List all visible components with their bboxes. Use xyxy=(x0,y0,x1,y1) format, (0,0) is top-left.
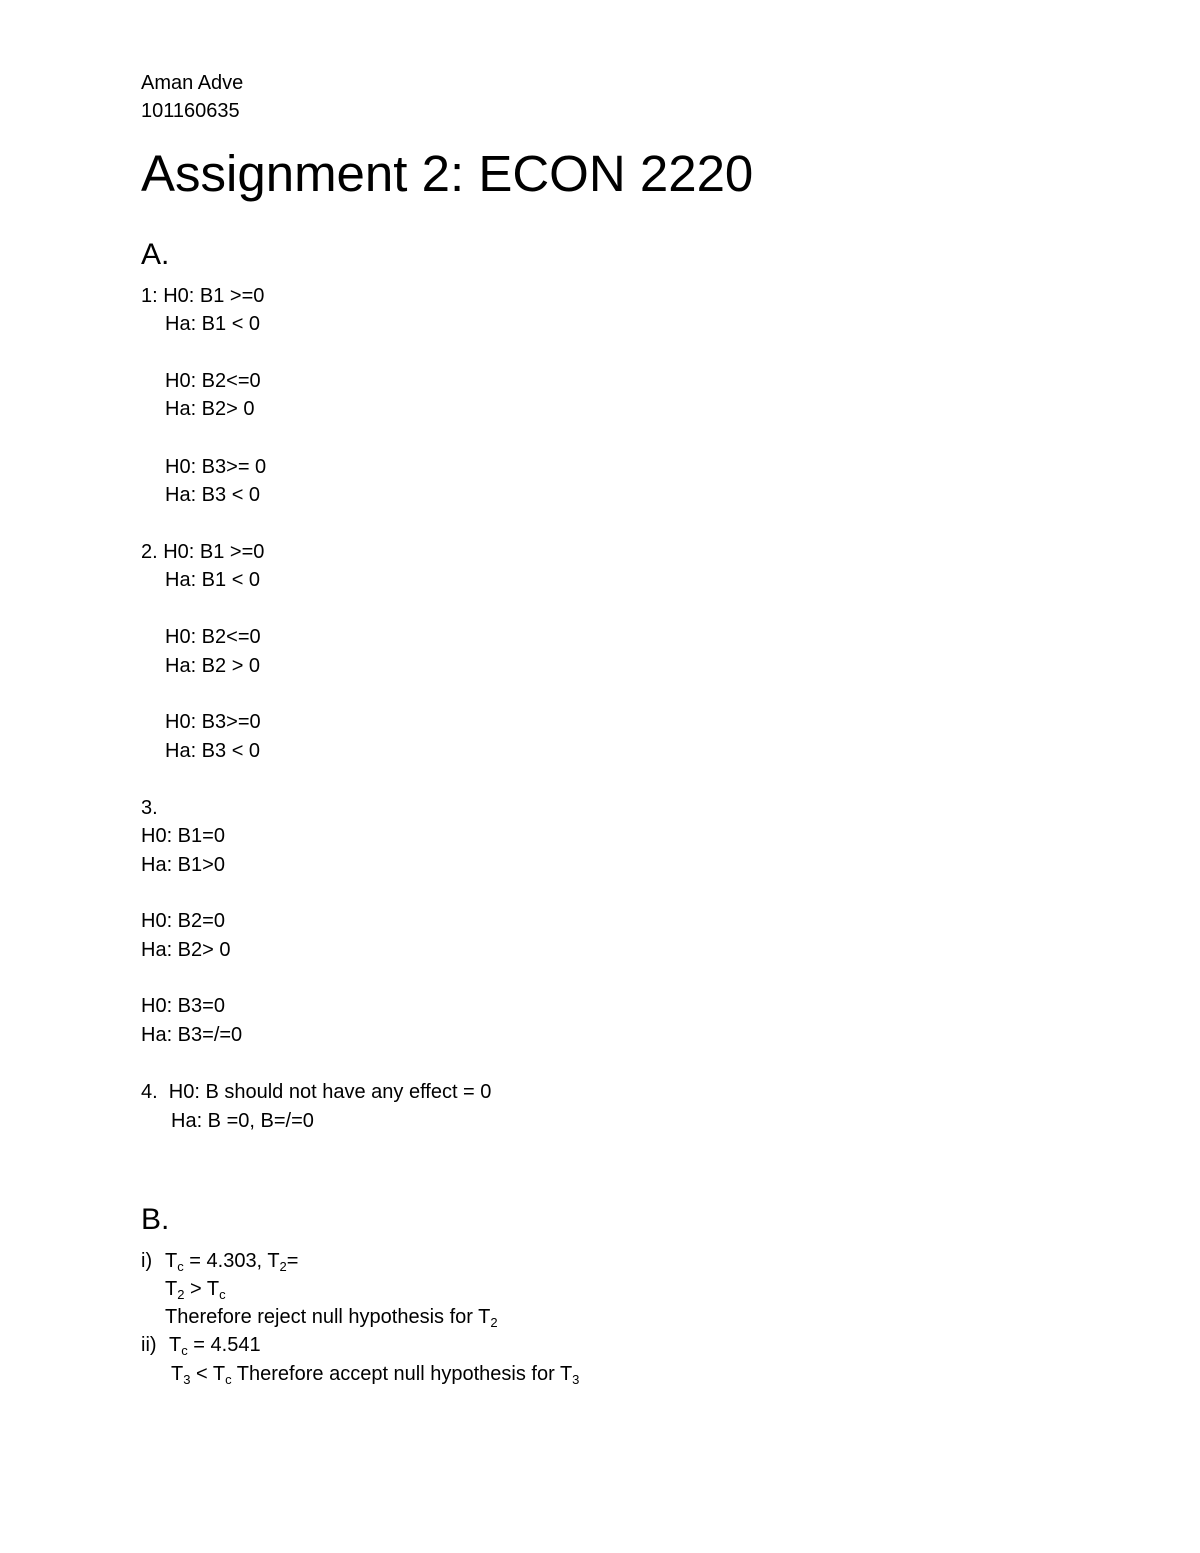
q3-line: Ha: B3=/=0 xyxy=(141,1024,243,1046)
q3-line: H0: B2=0 xyxy=(141,910,225,932)
author-name: Aman Adve xyxy=(141,72,244,94)
q2-line: Ha: B3 < 0 xyxy=(165,740,261,762)
q4-line: Ha: B =0, B=/=0 xyxy=(171,1110,314,1132)
q1-line: Ha: B1 < 0 xyxy=(165,313,261,335)
q1-line: H0: B2<=0 xyxy=(165,370,261,392)
q2-line: H0: B2<=0 xyxy=(165,626,261,648)
section-b-heading: B. xyxy=(141,1203,170,1236)
student-id: 101160635 xyxy=(141,100,240,122)
q2-line: Ha: B2 > 0 xyxy=(165,655,261,677)
b-i-line: $T_2 > T_c$ xyxy=(165,1278,226,1302)
q2-line: H0: B3>=0 xyxy=(165,711,261,733)
page-title: Assignment 2: ECON 2220 xyxy=(141,145,754,202)
q1-line: 1: H0: B1 >=0 xyxy=(141,285,265,307)
q4-line: 4. H0: B should not have any effect = 0 xyxy=(141,1081,492,1103)
q1-line: H0: B3>= 0 xyxy=(165,456,267,478)
q3-line: Ha: B1>0 xyxy=(141,854,225,876)
q2-line: 2. H0: B1 >=0 xyxy=(141,541,265,563)
q3-line: Ha: B2> 0 xyxy=(141,939,231,961)
b-i-line: $T_c = 4.303$, $T_2=$ xyxy=(165,1250,299,1274)
q2-line: Ha: B1 < 0 xyxy=(165,569,261,591)
b-ii-line: $T_c = 4.541$ xyxy=(169,1334,261,1358)
b-i-label: i) xyxy=(141,1250,153,1272)
q3-line: 3. xyxy=(141,797,158,819)
q1-line: Ha: B2> 0 xyxy=(165,398,255,420)
q1-line: Ha: B3 < 0 xyxy=(165,484,261,506)
section-a-heading: A. xyxy=(141,238,170,271)
q3-line: H0: B1=0 xyxy=(141,825,225,847)
b-ii-line: $T_3 < T_c$ Therefore accept null hypothesis for $T_3$ xyxy=(171,1363,580,1387)
b-ii-label: ii) xyxy=(141,1334,157,1356)
b-i-line: Therefore reject null hypothesis for $T_2$ xyxy=(165,1306,498,1330)
q3-line: H0: B3=0 xyxy=(141,995,225,1017)
